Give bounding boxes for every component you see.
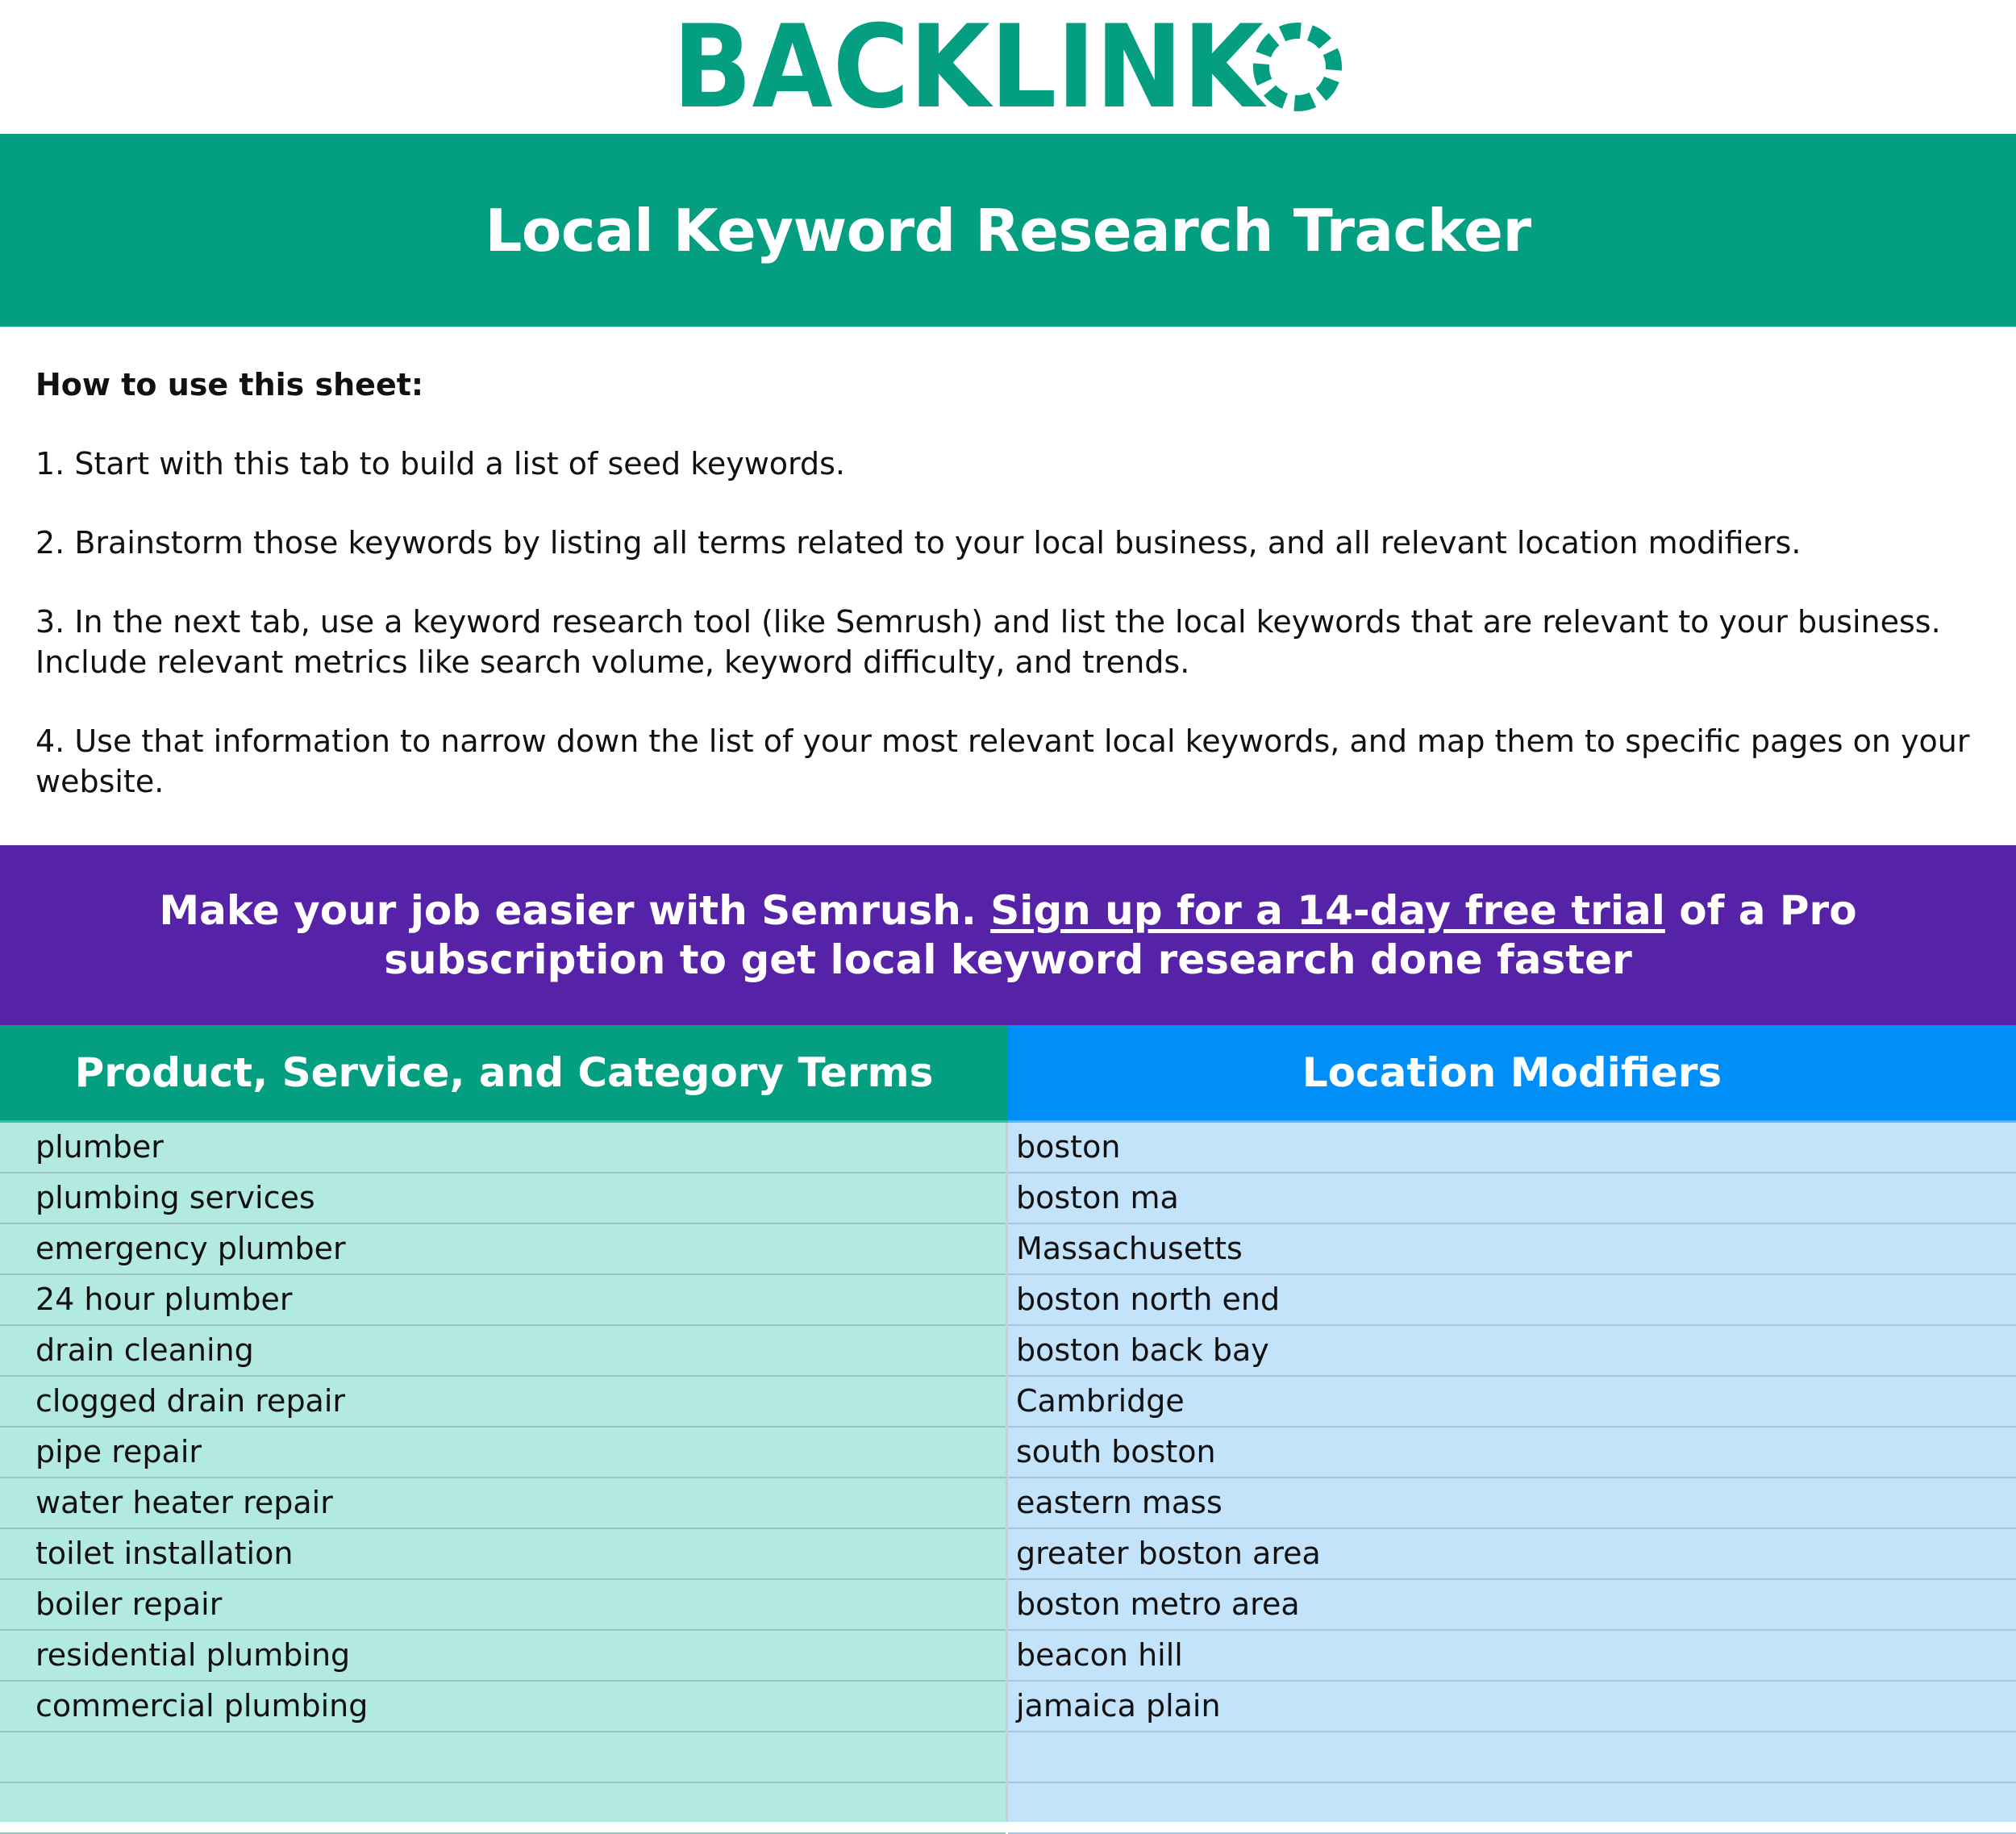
location-cell[interactable]: south boston (1008, 1428, 2016, 1478)
term-cell-empty[interactable] (0, 1732, 1006, 1783)
location-cell[interactable]: boston (1008, 1123, 2016, 1173)
term-cell[interactable]: pipe repair (0, 1428, 1006, 1478)
location-cell[interactable]: Massachusetts (1008, 1224, 2016, 1275)
term-cell[interactable]: boiler repair (0, 1580, 1006, 1631)
promo-text-after: of a Pro subscription to get local keyword research done faster (384, 886, 1857, 983)
promo-text-before: Make your job easier with Semrush. (159, 886, 991, 934)
location-cell-empty[interactable] (1008, 1783, 2016, 1834)
column-header-terms[interactable] (0, 1025, 1008, 1123)
location-cell[interactable]: greater boston area (1008, 1529, 2016, 1580)
term-cell[interactable]: emergency plumber (0, 1224, 1006, 1275)
location-cell[interactable]: eastern mass (1008, 1478, 2016, 1529)
term-cell[interactable]: toilet installation (0, 1529, 1006, 1580)
instructions-heading: How to use this sheet: (35, 367, 424, 402)
terms-column (0, 1123, 1008, 1822)
term-cell[interactable]: plumbing services (0, 1173, 1006, 1224)
term-cell[interactable]: water heater repair (0, 1478, 1006, 1529)
term-cell[interactable]: residential plumbing (0, 1631, 1006, 1682)
instruction-step-2: 2. Brainstorm those keywords by listing all terms related to your local business, and all relevant location modifiers. (35, 525, 1801, 561)
instruction-step-3: 3. In the next tab, use a keyword research tool (like Semrush) and list the local keywords that are relevant to your business. Include relevant metrics like search volume, keyword difficulty, and trends. (35, 604, 1941, 680)
location-cell[interactable]: boston north end (1008, 1275, 2016, 1326)
free-trial-link[interactable]: Sign up for a 14-day free trial (990, 886, 1665, 934)
locations-column (1008, 1123, 2016, 1822)
location-cell[interactable]: beacon hill (1008, 1631, 2016, 1682)
term-cell[interactable]: 24 hour plumber (0, 1275, 1006, 1326)
instruction-step-1: 1. Start with this tab to build a list of seed keywords. (35, 446, 846, 481)
logo-text: BACKLINK (673, 1, 1268, 134)
promo-text (48, 886, 1968, 985)
instruction-step-4: 4. Use that information to narrow down the list of your most relevant local keywords, and map them to specific pages on your website. (35, 723, 1970, 799)
instructions-section (35, 365, 1979, 840)
logo-header (0, 0, 2016, 134)
location-cell[interactable]: boston metro area (1008, 1580, 2016, 1631)
column-header-locations-label: Location Modifiers (1302, 1049, 1722, 1096)
logo-o-ring-icon (1251, 20, 1343, 113)
location-cell[interactable]: boston back bay (1008, 1326, 2016, 1377)
title-banner (0, 134, 2016, 327)
term-cell[interactable]: plumber (0, 1123, 1006, 1173)
column-header-locations[interactable] (1008, 1025, 2016, 1123)
page-title: Local Keyword Research Tracker (485, 196, 1531, 265)
term-cell[interactable]: clogged drain repair (0, 1377, 1006, 1428)
location-cell-empty[interactable] (1008, 1732, 2016, 1783)
term-cell[interactable]: commercial plumbing (0, 1682, 1006, 1732)
backlinko-logo (0, 0, 2016, 134)
location-cell[interactable]: Cambridge (1008, 1377, 2016, 1428)
promo-banner (0, 845, 2016, 1025)
term-cell-empty[interactable] (0, 1783, 1006, 1834)
term-cell[interactable]: drain cleaning (0, 1326, 1006, 1377)
column-header-terms-label: Product, Service, and Category Terms (74, 1049, 934, 1096)
location-cell[interactable]: jamaica plain (1008, 1682, 2016, 1732)
location-cell[interactable]: boston ma (1008, 1173, 2016, 1224)
